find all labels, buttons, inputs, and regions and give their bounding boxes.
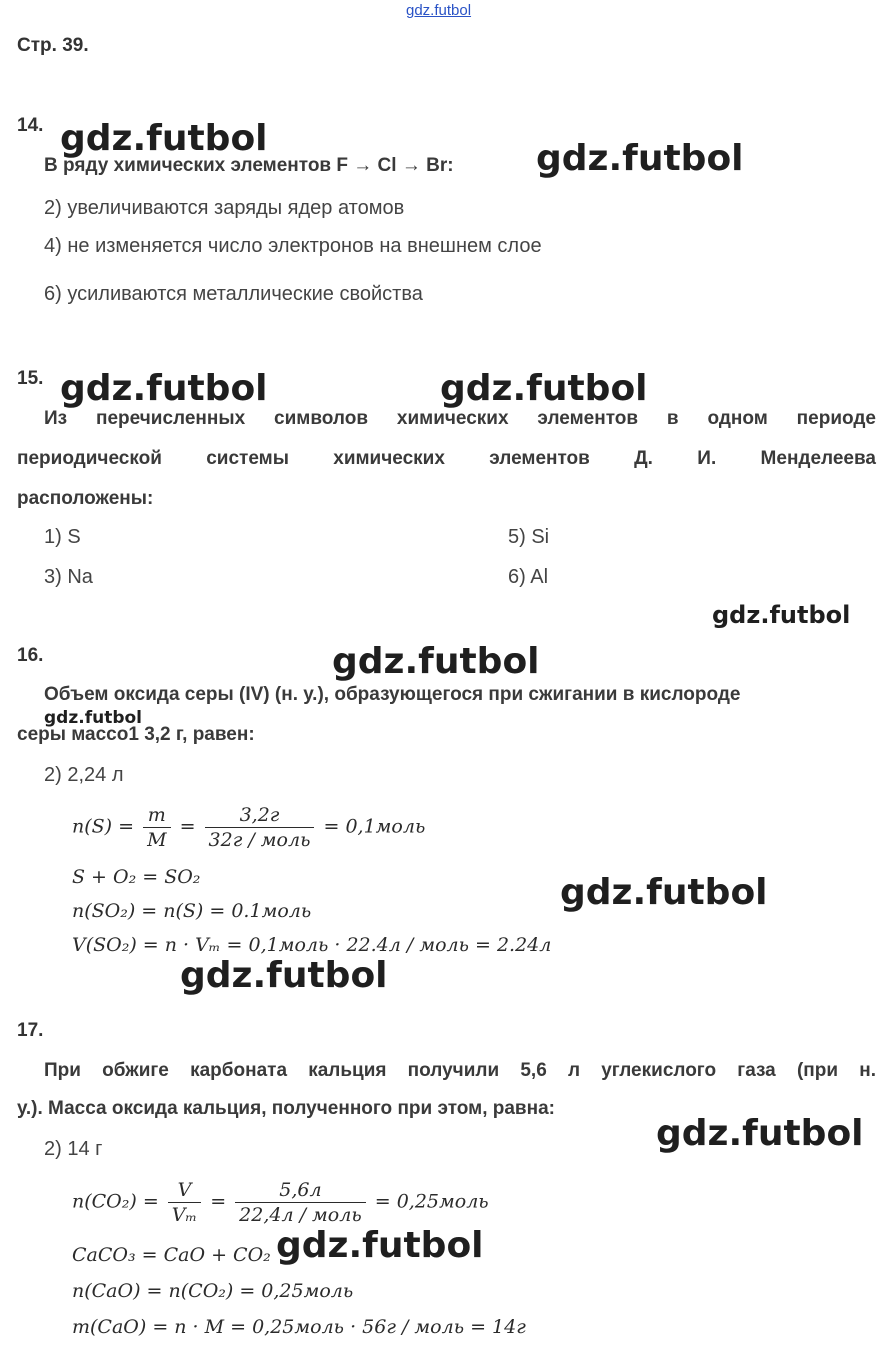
task-15-question-line-1: Из перечисленных символов химических элементов в одном периоде xyxy=(44,408,876,429)
watermark-3: gdz.futbol xyxy=(60,368,268,409)
task-15-question-line-2: периодической системы химических элементов Д. И. Менделеева xyxy=(17,448,876,469)
task-17-question-line-2: у.). Масса оксида кальция, полученного при этом, равна: xyxy=(17,1098,555,1119)
task-17-fraction-2: $\frac{5,6л}{\text{22,4л / моль}}$ xyxy=(235,1178,366,1227)
watermark-1: gdz.futbol xyxy=(60,118,268,159)
task-16-fraction-1: $\frac{m}{M}$ xyxy=(143,803,170,852)
task-16-formula-line-2: S + O₂ = SO₂ xyxy=(72,866,201,888)
task-14-question: В ряду химических элементов F → Cl → Br: xyxy=(44,155,454,176)
task-17-question-line-1: При обжиге карбоната кальция получили 5,6 л углекислого газа (при н. xyxy=(44,1060,876,1081)
task-17-number: 17. xyxy=(17,1020,44,1041)
task-17-formula-line-2: CaCO₃ = CaO + CO₂ xyxy=(72,1244,271,1266)
watermark-5: gdz.futbol xyxy=(712,601,851,629)
task-16-question-line-2: серы массо1 3,2 г, равен: xyxy=(17,724,255,745)
watermark-6: gdz.futbol xyxy=(332,641,540,682)
task-16-number: 16. xyxy=(17,645,44,666)
task-15-answer-right-2: 6) Al xyxy=(508,566,549,588)
task-14-answer-2: 4) не изменяется число электронов на внешнем слое xyxy=(44,235,542,257)
watermark-11: gdz.futbol xyxy=(276,1225,484,1266)
task-14-answer-1: 2) увеличиваются заряды ядер атомов xyxy=(44,197,405,219)
task-17-fraction-1: $\frac{V}{\text{Vₘ}}$ xyxy=(168,1178,201,1227)
task-15-answer-right-1: 5) Si xyxy=(508,526,550,548)
task-17-formula-line-4: m(CaO) = n · M = 0,25моль · 56г / моль = 14г xyxy=(72,1316,526,1338)
watermark-2: gdz.futbol xyxy=(536,138,744,179)
task-14-number: 14. xyxy=(17,115,44,136)
page-label: Стр. 39. xyxy=(17,35,89,56)
task-15-question-line-3: расположены: xyxy=(17,488,154,509)
task-16-formula-line-3: n(SO₂) = n(S) = 0.1моль xyxy=(72,900,312,922)
watermark-10: gdz.futbol xyxy=(656,1113,864,1154)
task-15-answer-left-2: 3) Na xyxy=(44,566,93,588)
task-17-formula-line-1: n(CO₂) = $\frac{V}{\text{Vₘ}}$ = $\frac{5,6л}{\text{22,4л / моль}}$ = 0,25моль xyxy=(72,1179,489,1226)
task-16-formula-line-1: n(S) = $\frac{m}{M}$ = $\frac{3,2г}{\text{32г / моль}}$ = 0,1моль xyxy=(72,804,426,851)
watermark-9: gdz.futbol xyxy=(180,955,388,996)
task-16-formula-line-4: V(SO₂) = n · Vₘ = 0,1моль · 22.4л / моль = 2.24л xyxy=(72,934,552,956)
watermark-8: gdz.futbol xyxy=(560,872,768,913)
watermark-7: gdz.futbol xyxy=(44,708,142,728)
task-16-answer: 2) 2,24 л xyxy=(44,764,124,786)
task-16-question-line-1: Объем оксида серы (IV) (н. у.), образующегося при сжигании в кислороде xyxy=(44,684,741,705)
task-15-answer-left-1: 1) S xyxy=(44,526,81,548)
task-17-formula-line-3: n(CaO) = n(CO₂) = 0,25моль xyxy=(72,1280,354,1302)
task-17-answer: 2) 14 г xyxy=(44,1138,103,1160)
task-14-answer-3: 6) усиливаются металлические свойства xyxy=(44,283,423,305)
task-16-fraction-2: $\frac{3,2г}{\text{32г / моль}}$ xyxy=(205,803,315,852)
watermark-4: gdz.futbol xyxy=(440,368,648,409)
task-15-number: 15. xyxy=(17,368,44,389)
top-watermark-link[interactable]: gdz.futbol xyxy=(406,2,472,19)
